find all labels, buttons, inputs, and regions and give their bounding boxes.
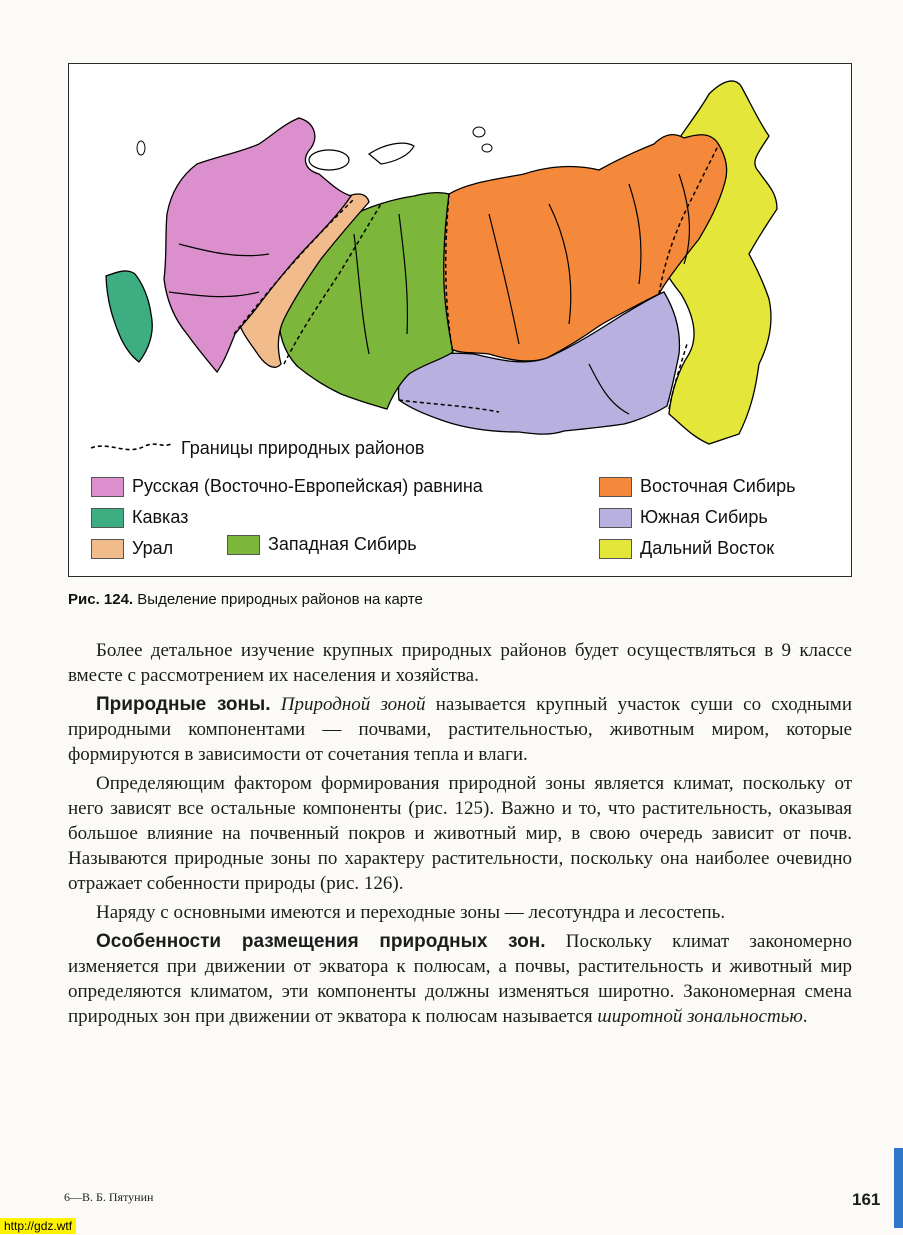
legend-label-west-siberia: Западная Сибирь [268,534,417,554]
paragraph-5-text: Поскольку климат закономерно изменяется при движении от экватора к полюсам, а почвы, растительность и животный мир определяются климатом, эти компоненты должны изменяться широтно. Закономерная смена природных зон при движении от экватора к полюсам называется [68,931,853,1027]
legend-item-ural [91,538,173,559]
page-number: 161 [852,1190,881,1209]
legend-label-russian-plain: Русская (Восточно-Европейская) равнина [132,476,483,496]
watermark-link[interactable]: http://gdz.wtf [0,1218,76,1234]
term-natural-zone: Природной зоной [280,694,426,715]
legend-item-caucasus [91,507,188,528]
term-latitudinal-zonality: широтной зональностью [597,1006,803,1027]
legend-item-west-siberia [227,534,417,555]
swatch-south-siberia [599,508,632,528]
legend-item-east-siberia [599,476,796,497]
heading-natural-zones: Природные зоны. [96,694,271,715]
legend-label-far-east: Дальний Восток [640,538,775,558]
paragraph-4: Наряду с основными имеются и переходные зоны — лесотундра и лесостепь. [96,902,726,923]
swatch-ural [91,539,124,559]
swatch-west-siberia [227,535,260,555]
legend-label-east-siberia: Восточная Сибирь [640,476,796,496]
map-legend [69,64,853,578]
figure-number: Рис. 124. [68,591,134,608]
legend-item-south-siberia [599,507,768,528]
legend-boundary-label: Границы природных районов [181,438,425,458]
heading-zone-distribution: Особенности размещения природных зон. [96,931,546,952]
legend-label-south-siberia: Южная Сибирь [640,507,768,527]
page-edge-tab [894,1148,903,1228]
swatch-far-east [599,539,632,559]
figure-map-frame [68,63,852,577]
legend-item-russian-plain [91,476,483,497]
swatch-russian-plain [91,477,124,497]
paragraph-2 [68,692,852,767]
paragraph-1: Более детальное изучение крупных природных районов будет осуществляться в 9 классе вместе с рассмотрением их населения и хозяйства. [68,640,852,686]
swatch-east-siberia [599,477,632,497]
legend-item-far-east [599,538,774,559]
footer-author: 6—В. Б. Пятунин [64,1190,154,1204]
paragraph-3: Определяющим фактором формирования природной зоны является климат, поскольку от него зависят все остальные компоненты (рис. 125). Важно и то, что растительность, оказывая большое влияние на почвенный покров и животный мир, в свою очередь зависит от почв. Называются природные зоны по характеру растительности, поскольку она наиболее очевидно отражает собенности природы (рис. 126). [68,773,852,894]
body-text [68,638,852,1033]
legend-label-ural: Урал [132,538,174,558]
paragraph-5 [68,929,852,1029]
legend-label-caucasus: Кавказ [132,507,189,527]
figure-caption-text: Выделение природных районов на карте [133,591,423,608]
figure-caption [68,591,423,608]
legend-boundary [181,438,424,459]
paragraph-2-text: называется крупный участок суши со сходными природными компонентами — почвами, растительностью, животным миром, которые формируются в зависимости от сочетания тепла и влаги. [68,694,852,765]
paragraph-5-end: . [802,1006,808,1027]
swatch-caucasus [91,508,124,528]
